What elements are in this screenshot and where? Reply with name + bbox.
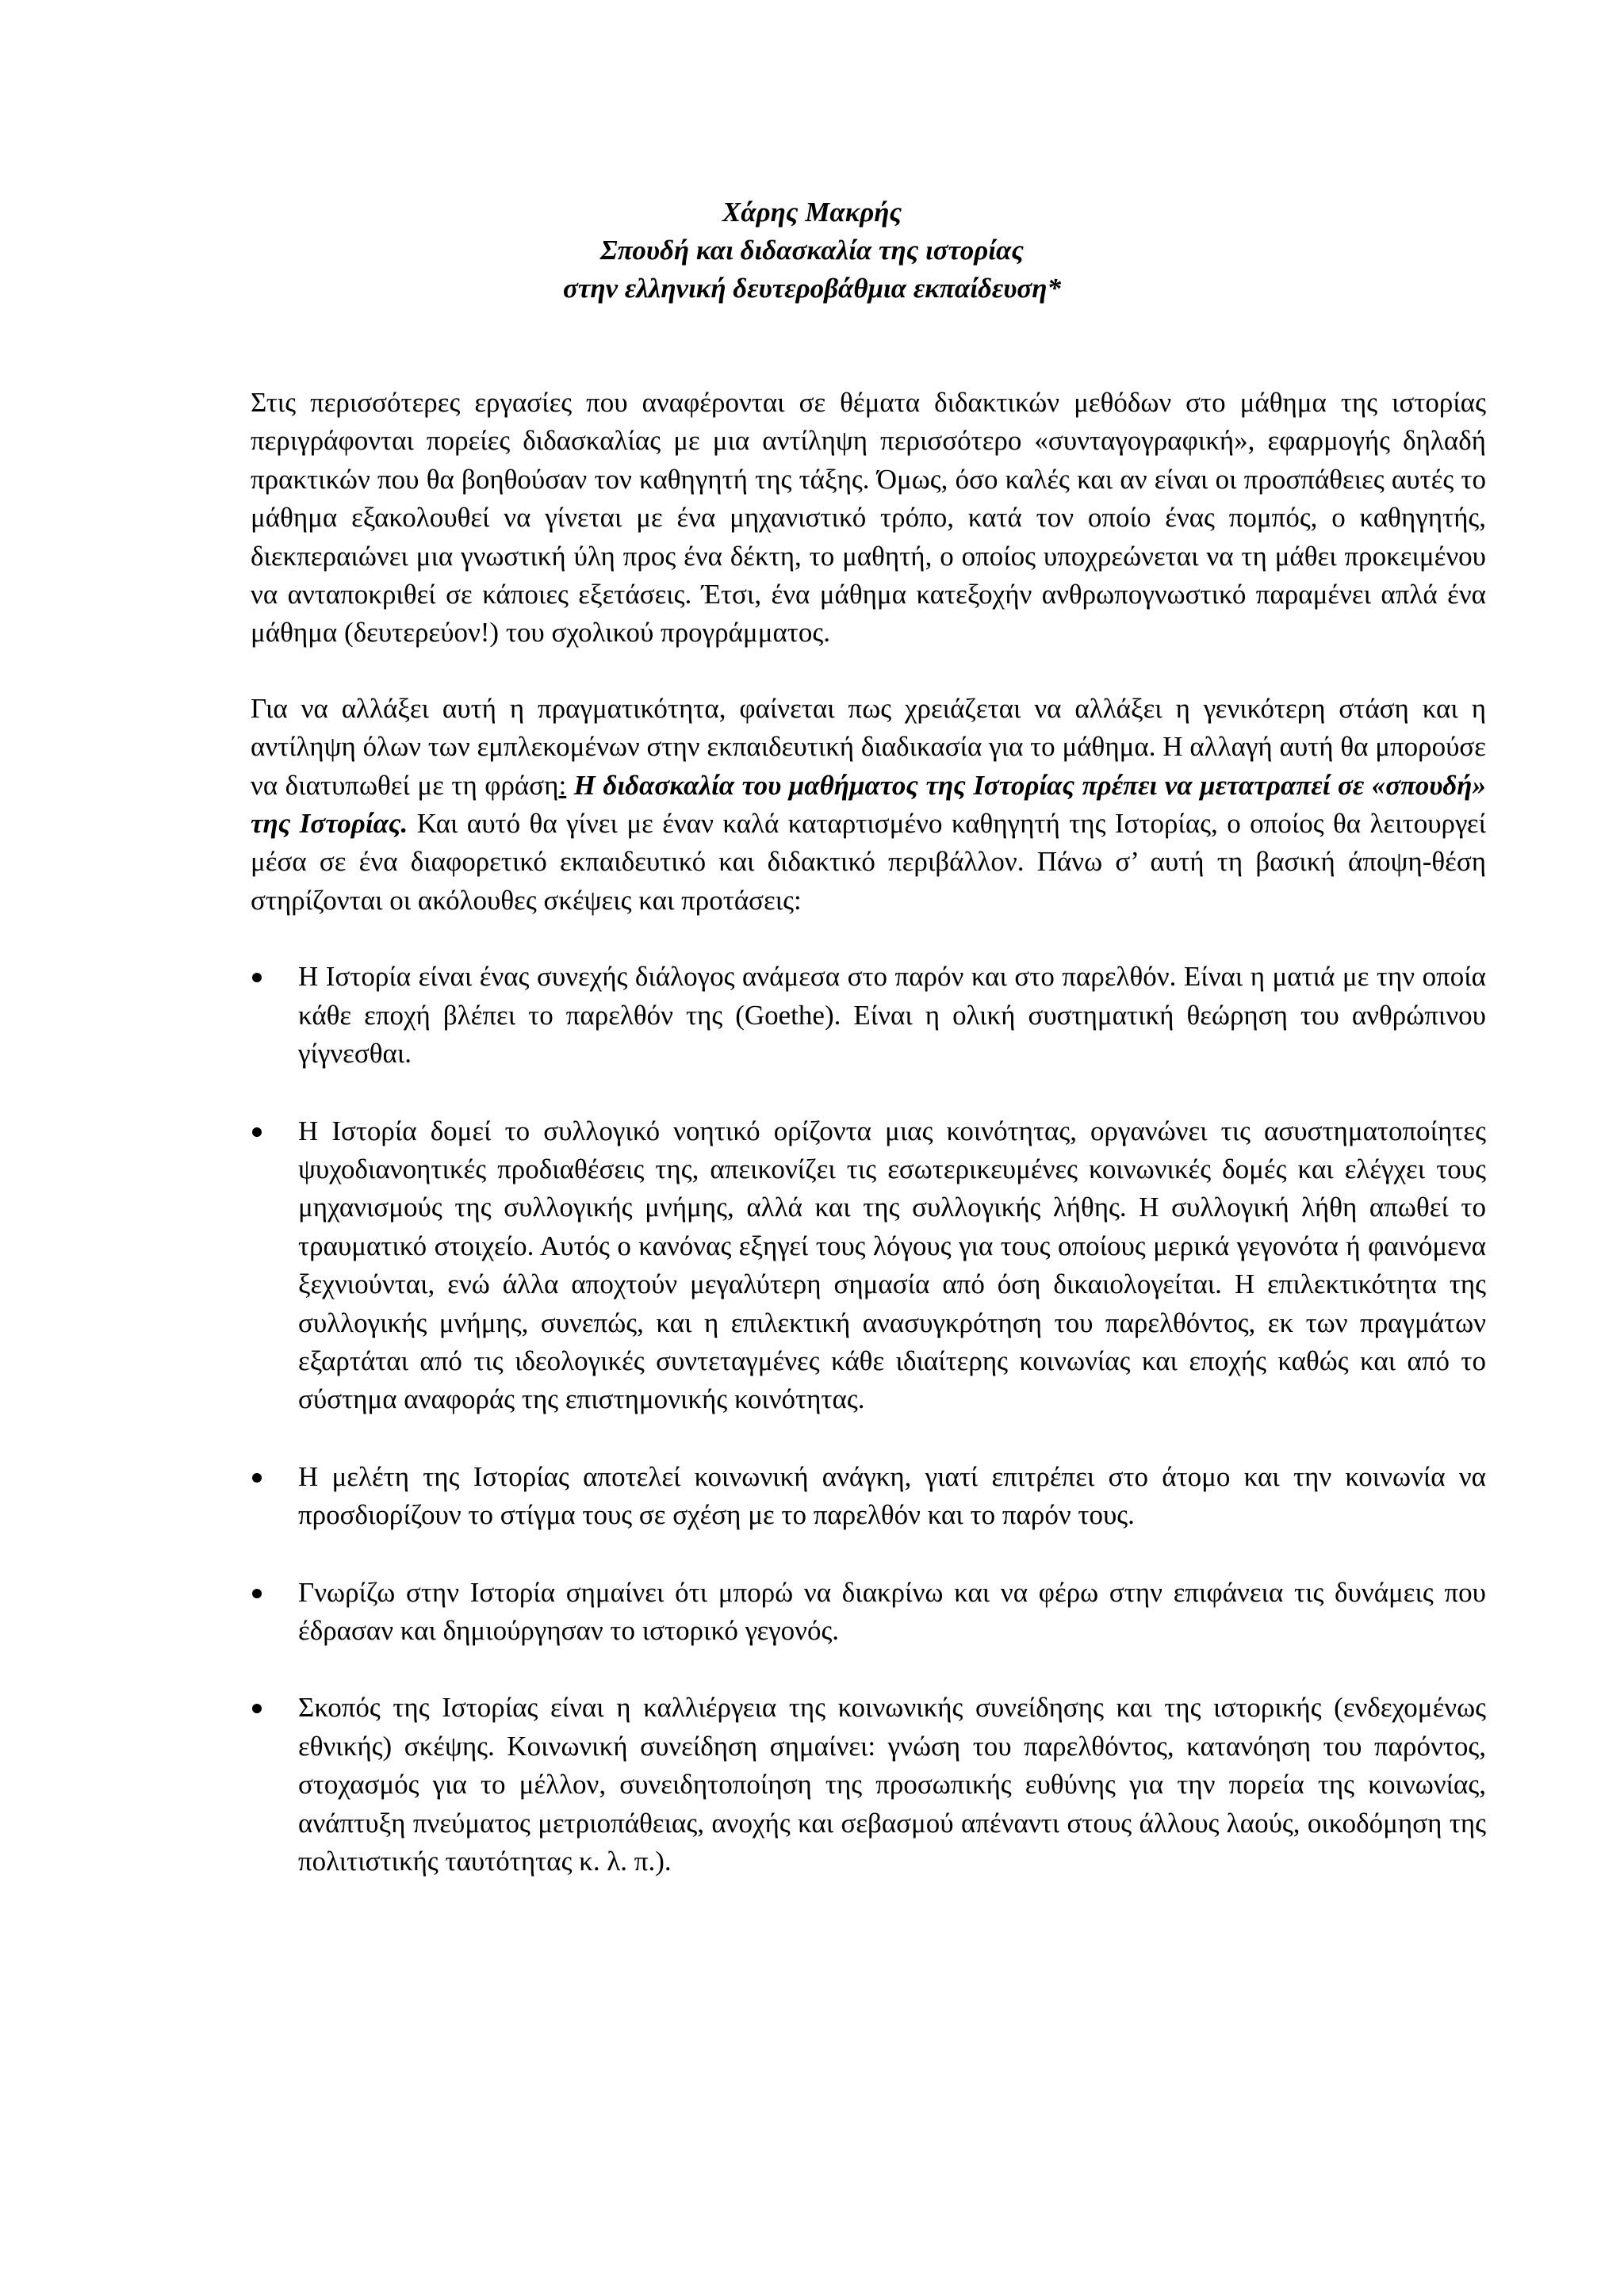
paragraph-intro: Στις περισσότερες εργασίες που αναφέρονται σε θέματα διδακτικών μεθόδων στο μάθημα της ιστορίας περιγράφονται πορείες διδασκαλίας με μια αντίληψη περισσότερο «συνταγογραφική», εφαρμογής δηλαδή πρακτικών που θα βοηθούσαν τον καθηγητή της τάξης. Όμως, όσο καλές και αν είναι οι προσπάθειες αυτές το μάθημα εξακολουθεί να γίνεται με ένα μηχανιστικό τρόπο, κατά τον οποίο ένας πομπός, ο καθηγητής, διεκπεραιώνει μια γνωστική ύλη προς ένα δέκτη, το μαθητή, ο οποίος υποχρεώνεται να τη μάθει προκειμένου να ανταποκριθεί σε κάποιες εξετάσεις. Έτσι, ένα μάθημα κατεξοχήν ανθρωπογνωστικό παραμένει απλά ένα μάθημα (δευτερεύον!) του σχολικού προγράμματος. [251,387,1486,649]
bullet-icon [252,1704,262,1713]
document-body [251,384,1486,1881]
title-line-1: Σπουδή και διδασκαλία της ιστορίας [600,235,1024,266]
title-line-2: στην ελληνική δευτεροβάθμια εκπαίδευση* [563,273,1061,304]
bullet-text: Σκοπός της Ιστορίας είναι η καλλιέργεια της κοινωνικής συνείδησης και της ιστορικής (ενδεχομένως εθνικής) σκέψης. Κοινωνική συνείδηση σημαίνει: γνώση του παρελθόντος, κατανόηση του παρόντος, στοχασμός για το μέλλον, συνειδητοποίηση της προσωπικής ευθύνης για την πορεία της κοινωνίας, ανάπτυξη πνεύματος μετριοπάθειας, ανοχής και σεβασμού απέναντι στους άλλους λαούς, οικοδόμηση της πολιτιστικής ταυτότητας κ. λ. π.). [298,1692,1486,1877]
bullet-text: Γνωρίζω στην Ιστορία σημαίνει ότι μπορώ να διακρίνω και να φέρω στην επιφάνεια τις δυνάμεις που έδρασαν και δημιούργησαν το ιστορικό γεγονός. [298,1576,1486,1646]
bullet-item [251,1458,1486,1535]
bullet-icon [252,1589,262,1598]
document-header [251,193,1373,308]
bullet-item [251,1689,1486,1881]
bullet-icon [252,1473,262,1483]
bullet-text: Η Ιστορία δομεί το συλλογικό νοητικό ορίζοντα μιας κοινότητας, οργανώνει τις ασυστηματοποίητες ψυχοδιανοητικές προδιαθέσεις της, απεικονίζει τις εσωτερικευμένες κοινωνικές δομές και ελέγχει τους μηχανισμούς της συλλογικής μνήμης, αλλά και της συλλογικής λήθης. Η συλλογική λήθη απωθεί το τραυματικό στοιχείο. Αυτός ο κανόνας εξηγεί τους λόγους για τους οποίους μερικά γεγονότα ή φαινόμενα ξεχνιούνται, ενώ άλλα αποχτούν μεγαλύτερη σημασία από όση δικαιολογείται. Η επιλεκτικότητα της συλλογικής μνήμης, συνεπώς, και η επιλεκτική ανασυγκρότηση του παρελθόντος, εκ των πραγμάτων εξαρτάται από τις ιδεολογικές συντεταγμένες κάθε ιδιαίτερης κοινωνίας και εποχής καθώς και από το σύστημα αναφοράς της επιστημονικής κοινότητας. [298,1115,1486,1415]
paragraph-thesis-end: Και αυτό θα γίνει με έναν καλά καταρτισμένο καθηγητή της Ιστορίας, ο οποίος θα λειτουργεί μέσα σε ένα διαφορετικό εκπαιδευτικό και διδακτικό περιβάλλον. Πάνω σ’ αυτή τη βασική άποψη-θέση στηρίζονται οι ακόλουθες σκέψεις και προτάσεις: [251,808,1487,916]
bullet-list [251,958,1486,1881]
bullet-icon [252,973,262,982]
bullet-icon [252,1127,262,1137]
bullet-item [251,1112,1486,1419]
bullet-item [251,1574,1486,1651]
paragraph-thesis-start: Για να αλλάξει αυτή η πραγματικότητα, φαίνεται πως χρειάζεται να αλλάξει η γενικότερη στάση και η αντίληψη όλων των εμπλεκομένων στην εκπαιδευτική διαδικασία για το μάθημα. Η αλλαγή αυτή θα μπορούσε να διατυπωθεί με τη φράση [251,692,1486,801]
paragraph-thesis-colon: : [558,769,567,801]
paragraph-thesis [251,690,1486,920]
paragraph-thesis-emphasis: Η διδασκαλία του μαθήματος της Ιστορίας πρέπει να μετατραπεί σε «σπουδή» της Ιστορίας. [251,769,1486,840]
bullet-text: Η Ιστορία είναι ένας συνεχής διάλογος ανάμεσα στο παρόν και στο παρελθόν. Είναι η ματιά με την οποία κάθε εποχή βλέπει το παρελθόν της (Goethe). Είναι η ολική συστηματική θεώρηση του ανθρώπινου γίγνεσθαι. [298,961,1486,1070]
bullet-text: Η μελέτη της Ιστορίας αποτελεί κοινωνική ανάγκη, γιατί επιτρέπει στο άτομο και την κοινωνία να προσδιορίζουν το στίγμα τους σε σχέση με το παρελθόν και το παρόν τους. [298,1460,1486,1531]
author-name: Χάρης Μακρής [722,197,902,228]
bullet-item [251,958,1486,1073]
